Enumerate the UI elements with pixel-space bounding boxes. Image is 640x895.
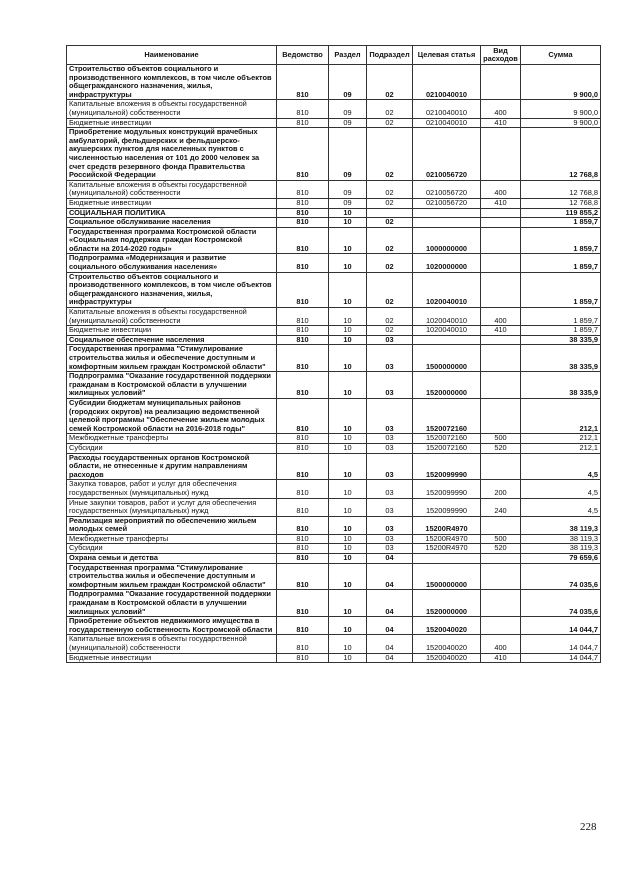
cell-vedomstvo: 810 [277, 218, 329, 228]
cell-razdel: 10 [329, 554, 367, 564]
cell-name: Реализация мероприятий по обеспечению жильем молодых семей [67, 516, 277, 534]
cell-razdel: 10 [329, 218, 367, 228]
cell-podrazdel: 02 [367, 128, 413, 181]
cell-name: Подпрограмма "Оказание государственной поддержки гражданам в Костромской области в улучшении жилищных условий" [67, 372, 277, 399]
cell-name: Государственная программа "Стимулирование строительства жилья и обеспечение доступным и комфортным жильем граждан Костромской области" [67, 563, 277, 590]
cell-sum: 74 035,6 [521, 590, 601, 617]
cell-razdel: 09 [329, 198, 367, 208]
cell-vedomstvo: 810 [277, 272, 329, 307]
cell-razdel: 10 [329, 534, 367, 544]
cell-name: Межбюджетные трансферты [67, 434, 277, 444]
cell-target: 1020040010 [413, 308, 481, 326]
cell-sum: 4,5 [521, 480, 601, 498]
cell-vid [481, 590, 521, 617]
cell-sum: 212,1 [521, 443, 601, 453]
cell-sum: 1 859,7 [521, 227, 601, 254]
cell-vid: 520 [481, 443, 521, 453]
cell-target: 1520099990 [413, 453, 481, 480]
cell-vid: 410 [481, 326, 521, 336]
cell-target: 1520072160 [413, 398, 481, 433]
cell-target: 15200R4970 [413, 534, 481, 544]
cell-target: 1000000000 [413, 227, 481, 254]
cell-podrazdel: 02 [367, 198, 413, 208]
cell-podrazdel: 04 [367, 563, 413, 590]
cell-vid: 410 [481, 198, 521, 208]
table-row [67, 198, 601, 208]
cell-vedomstvo: 810 [277, 180, 329, 198]
cell-vid [481, 398, 521, 433]
cell-target: 0210056720 [413, 198, 481, 208]
cell-vid [481, 218, 521, 228]
header-vid: Вид расходов [481, 46, 521, 65]
cell-podrazdel: 03 [367, 372, 413, 399]
cell-razdel: 10 [329, 308, 367, 326]
cell-target: 15200R4970 [413, 516, 481, 534]
table-row [67, 128, 601, 181]
cell-vedomstvo: 810 [277, 372, 329, 399]
table-row [67, 208, 601, 218]
cell-podrazdel: 04 [367, 653, 413, 663]
cell-target: 1520072160 [413, 434, 481, 444]
table-row [67, 65, 601, 100]
page-number: 228 [580, 821, 597, 833]
cell-name: Подпрограмма «Модернизация и развитие социального обслуживания населения» [67, 254, 277, 272]
cell-podrazdel [367, 208, 413, 218]
cell-podrazdel: 02 [367, 227, 413, 254]
cell-vid [481, 516, 521, 534]
cell-sum: 38 119,3 [521, 544, 601, 554]
cell-name: Капитальные вложения в объекты государственной (муниципальной) собственности [67, 180, 277, 198]
cell-razdel: 09 [329, 100, 367, 118]
cell-sum: 12 768,8 [521, 198, 601, 208]
cell-sum: 1 859,7 [521, 308, 601, 326]
table-row [67, 345, 601, 372]
cell-name: Субсидии [67, 443, 277, 453]
table-row [67, 635, 601, 653]
cell-sum: 12 768,8 [521, 180, 601, 198]
cell-vid [481, 128, 521, 181]
cell-target: 1520040020 [413, 653, 481, 663]
cell-target: 1500000000 [413, 563, 481, 590]
table-row [67, 100, 601, 118]
cell-razdel: 09 [329, 118, 367, 128]
cell-razdel: 10 [329, 372, 367, 399]
cell-vedomstvo: 810 [277, 443, 329, 453]
cell-razdel: 10 [329, 345, 367, 372]
header-podrazdel: Подраздел [367, 46, 413, 65]
cell-name: Закупка товаров, работ и услуг для обеспечения государственных (муниципальных) нужд [67, 480, 277, 498]
cell-vid: 400 [481, 635, 521, 653]
cell-podrazdel: 03 [367, 498, 413, 516]
cell-razdel: 10 [329, 208, 367, 218]
cell-razdel: 10 [329, 544, 367, 554]
cell-name: Строительство объектов социального и производственного комплексов, в том числе объектов общегражданского назначения, жилья, инфраструктуры [67, 65, 277, 100]
cell-vedomstvo: 810 [277, 227, 329, 254]
cell-vid [481, 335, 521, 345]
table-row [67, 480, 601, 498]
table-row [67, 335, 601, 345]
cell-vid [481, 554, 521, 564]
table-header-row [67, 46, 601, 65]
table-row [67, 554, 601, 564]
cell-target: 0210040010 [413, 118, 481, 128]
cell-name: Приобретение объектов недвижимого имущества в государственную собственность Костромской области [67, 617, 277, 635]
cell-target: 15200R4970 [413, 544, 481, 554]
cell-sum: 1 859,7 [521, 254, 601, 272]
cell-razdel: 10 [329, 453, 367, 480]
cell-name: Субсидии бюджетам муниципальных районов (городских округов) на реализацию ведомственной целевой программы "Обеспечение жильем молодых семей Костромской области на 2016-2018 годы" [67, 398, 277, 433]
cell-sum: 38 335,9 [521, 345, 601, 372]
table-row [67, 544, 601, 554]
cell-target: 1520099990 [413, 498, 481, 516]
cell-podrazdel: 03 [367, 453, 413, 480]
table-row [67, 534, 601, 544]
cell-target: 1520040020 [413, 635, 481, 653]
table-row [67, 218, 601, 228]
cell-sum: 9 900,0 [521, 100, 601, 118]
cell-vedomstvo: 810 [277, 498, 329, 516]
cell-razdel: 10 [329, 653, 367, 663]
cell-razdel: 10 [329, 563, 367, 590]
cell-vedomstvo: 810 [277, 544, 329, 554]
cell-razdel: 10 [329, 635, 367, 653]
cell-name: Социальное обслуживание населения [67, 218, 277, 228]
cell-vedomstvo: 810 [277, 208, 329, 218]
cell-podrazdel: 03 [367, 398, 413, 433]
table-row [67, 516, 601, 534]
cell-sum: 38 335,9 [521, 372, 601, 399]
cell-vedomstvo: 810 [277, 554, 329, 564]
table-row [67, 653, 601, 663]
cell-razdel: 10 [329, 617, 367, 635]
cell-vedomstvo: 810 [277, 198, 329, 208]
cell-vedomstvo: 810 [277, 516, 329, 534]
cell-vedomstvo: 810 [277, 128, 329, 181]
cell-sum: 9 900,0 [521, 118, 601, 128]
cell-vedomstvo: 810 [277, 335, 329, 345]
cell-vedomstvo: 810 [277, 100, 329, 118]
cell-name: Капитальные вложения в объекты государственной (муниципальной) собственности [67, 635, 277, 653]
table-row [67, 372, 601, 399]
cell-razdel: 09 [329, 65, 367, 100]
table-row [67, 308, 601, 326]
cell-sum: 38 119,3 [521, 534, 601, 544]
table-row [67, 434, 601, 444]
cell-podrazdel: 03 [367, 335, 413, 345]
cell-vedomstvo: 810 [277, 345, 329, 372]
cell-sum: 1 859,7 [521, 218, 601, 228]
cell-podrazdel: 03 [367, 443, 413, 453]
cell-target [413, 208, 481, 218]
cell-target: 1520040020 [413, 617, 481, 635]
cell-vid: 410 [481, 118, 521, 128]
table-row [67, 272, 601, 307]
header-sum: Сумма [521, 46, 601, 65]
cell-podrazdel: 04 [367, 635, 413, 653]
cell-vedomstvo: 810 [277, 590, 329, 617]
cell-name: Охрана семьи и детства [67, 554, 277, 564]
cell-target: 1520000000 [413, 372, 481, 399]
cell-vid [481, 563, 521, 590]
cell-name: Капитальные вложения в объекты государственной (муниципальной) собственности [67, 100, 277, 118]
cell-razdel: 09 [329, 128, 367, 181]
cell-sum: 4,5 [521, 453, 601, 480]
cell-name: Подпрограмма "Оказание государственной поддержки гражданам в Костромской области в улучшении жилищных условий" [67, 590, 277, 617]
table-row [67, 180, 601, 198]
table-row [67, 498, 601, 516]
cell-podrazdel: 04 [367, 617, 413, 635]
cell-name: Государственная программа Костромской области «Социальная поддержка граждан Костромской области на 2014-2020 годы» [67, 227, 277, 254]
cell-vedomstvo: 810 [277, 118, 329, 128]
cell-razdel: 10 [329, 227, 367, 254]
table-row [67, 443, 601, 453]
cell-podrazdel: 03 [367, 480, 413, 498]
cell-razdel: 10 [329, 590, 367, 617]
cell-name: Иные закупки товаров, работ и услуг для обеспечения государственных (муниципальных) нужд [67, 498, 277, 516]
cell-target: 1500000000 [413, 345, 481, 372]
cell-sum: 14 044,7 [521, 635, 601, 653]
table-row [67, 617, 601, 635]
cell-podrazdel: 02 [367, 326, 413, 336]
cell-target: 1520099990 [413, 480, 481, 498]
cell-vid: 200 [481, 480, 521, 498]
cell-vid [481, 227, 521, 254]
cell-sum: 9 900,0 [521, 65, 601, 100]
cell-podrazdel: 02 [367, 118, 413, 128]
cell-vid [481, 65, 521, 100]
cell-podrazdel: 03 [367, 434, 413, 444]
cell-sum: 212,1 [521, 398, 601, 433]
budget-table [66, 45, 601, 663]
cell-vedomstvo: 810 [277, 635, 329, 653]
cell-vedomstvo: 810 [277, 453, 329, 480]
cell-target [413, 554, 481, 564]
cell-podrazdel: 02 [367, 180, 413, 198]
cell-podrazdel: 02 [367, 65, 413, 100]
table-row [67, 563, 601, 590]
table-row [67, 590, 601, 617]
cell-sum: 4,5 [521, 498, 601, 516]
cell-podrazdel: 02 [367, 272, 413, 307]
cell-target: 1020040010 [413, 326, 481, 336]
cell-name: Государственная программа "Стимулирование строительства жилья и обеспечение доступным и комфортным жильем граждан Костромской области" [67, 345, 277, 372]
cell-vedomstvo: 810 [277, 254, 329, 272]
cell-vid [481, 453, 521, 480]
cell-vid: 500 [481, 434, 521, 444]
cell-name: Межбюджетные трансферты [67, 534, 277, 544]
cell-target: 1520000000 [413, 590, 481, 617]
header-target: Целевая статья [413, 46, 481, 65]
table-row [67, 398, 601, 433]
cell-sum: 119 855,2 [521, 208, 601, 218]
cell-target [413, 218, 481, 228]
cell-razdel: 10 [329, 498, 367, 516]
cell-name: Расходы государственных органов Костромской области, не отнесенные к другим направлениям расходов [67, 453, 277, 480]
cell-razdel: 10 [329, 443, 367, 453]
cell-vid [481, 617, 521, 635]
cell-vedomstvo: 810 [277, 534, 329, 544]
cell-vid [481, 345, 521, 372]
table-row [67, 118, 601, 128]
cell-target: 0210040010 [413, 100, 481, 118]
cell-sum: 1 859,7 [521, 272, 601, 307]
cell-vid [481, 208, 521, 218]
cell-podrazdel: 02 [367, 100, 413, 118]
cell-name: Бюджетные инвестиции [67, 198, 277, 208]
cell-razdel: 10 [329, 326, 367, 336]
cell-target: 1020040010 [413, 272, 481, 307]
cell-podrazdel: 02 [367, 218, 413, 228]
cell-target: 0210056720 [413, 128, 481, 181]
cell-razdel: 10 [329, 480, 367, 498]
cell-podrazdel: 04 [367, 554, 413, 564]
cell-podrazdel: 02 [367, 308, 413, 326]
cell-sum: 38 119,3 [521, 516, 601, 534]
cell-name: Бюджетные инвестиции [67, 653, 277, 663]
cell-sum: 14 044,7 [521, 653, 601, 663]
cell-podrazdel: 03 [367, 516, 413, 534]
cell-target: 0210056720 [413, 180, 481, 198]
cell-razdel: 10 [329, 272, 367, 307]
cell-podrazdel: 03 [367, 544, 413, 554]
cell-razdel: 09 [329, 180, 367, 198]
cell-sum: 79 659,6 [521, 554, 601, 564]
cell-sum: 12 768,8 [521, 128, 601, 181]
header-name: Наименование [67, 46, 277, 65]
cell-vid [481, 254, 521, 272]
cell-sum: 1 859,7 [521, 326, 601, 336]
table-row [67, 453, 601, 480]
cell-target: 0210040010 [413, 65, 481, 100]
cell-vedomstvo: 810 [277, 434, 329, 444]
cell-razdel: 10 [329, 434, 367, 444]
cell-razdel: 10 [329, 335, 367, 345]
cell-sum: 212,1 [521, 434, 601, 444]
cell-vid: 400 [481, 180, 521, 198]
cell-name: Строительство объектов социального и производственного комплексов, в том числе объектов общегражданского назначения, жилья, инфраструктуры [67, 272, 277, 307]
table-row [67, 254, 601, 272]
cell-razdel: 10 [329, 254, 367, 272]
cell-name: Капитальные вложения в объекты государственной (муниципальной) собственности [67, 308, 277, 326]
cell-vedomstvo: 810 [277, 65, 329, 100]
cell-vedomstvo: 810 [277, 563, 329, 590]
cell-target [413, 335, 481, 345]
cell-vid: 400 [481, 100, 521, 118]
cell-vid [481, 272, 521, 307]
cell-vid: 240 [481, 498, 521, 516]
cell-sum: 74 035,6 [521, 563, 601, 590]
header-vedomstvo: Ведомство [277, 46, 329, 65]
table-row [67, 227, 601, 254]
cell-razdel: 10 [329, 398, 367, 433]
cell-sum: 14 044,7 [521, 617, 601, 635]
cell-vedomstvo: 810 [277, 326, 329, 336]
cell-sum: 38 335,9 [521, 335, 601, 345]
cell-podrazdel: 02 [367, 254, 413, 272]
header-razdel: Раздел [329, 46, 367, 65]
cell-podrazdel: 03 [367, 345, 413, 372]
cell-vid: 400 [481, 308, 521, 326]
cell-vid: 410 [481, 653, 521, 663]
cell-vid: 520 [481, 544, 521, 554]
cell-vedomstvo: 810 [277, 308, 329, 326]
cell-name: Бюджетные инвестиции [67, 118, 277, 128]
cell-target: 1520072160 [413, 443, 481, 453]
cell-vid: 500 [481, 534, 521, 544]
cell-name: Субсидии [67, 544, 277, 554]
cell-vedomstvo: 810 [277, 398, 329, 433]
cell-target: 1020000000 [413, 254, 481, 272]
cell-podrazdel: 03 [367, 534, 413, 544]
cell-vedomstvo: 810 [277, 480, 329, 498]
table-row [67, 326, 601, 336]
cell-vedomstvo: 810 [277, 617, 329, 635]
cell-podrazdel: 04 [367, 590, 413, 617]
table-body [67, 65, 601, 663]
cell-vedomstvo: 810 [277, 653, 329, 663]
cell-razdel: 10 [329, 516, 367, 534]
cell-vid [481, 372, 521, 399]
cell-name: СОЦИАЛЬНАЯ ПОЛИТИКА [67, 208, 277, 218]
cell-name: Приобретение модульных конструкций врачебных амбулаторий, фельдшерских и фельдшерско-акушерских пунктов для населенных пунктов с численностью населения от 101 до 2000 человек за счет средств резервного фонда Правительства Российской Федерации [67, 128, 277, 181]
cell-name: Социальное обеспечение населения [67, 335, 277, 345]
cell-name: Бюджетные инвестиции [67, 326, 277, 336]
